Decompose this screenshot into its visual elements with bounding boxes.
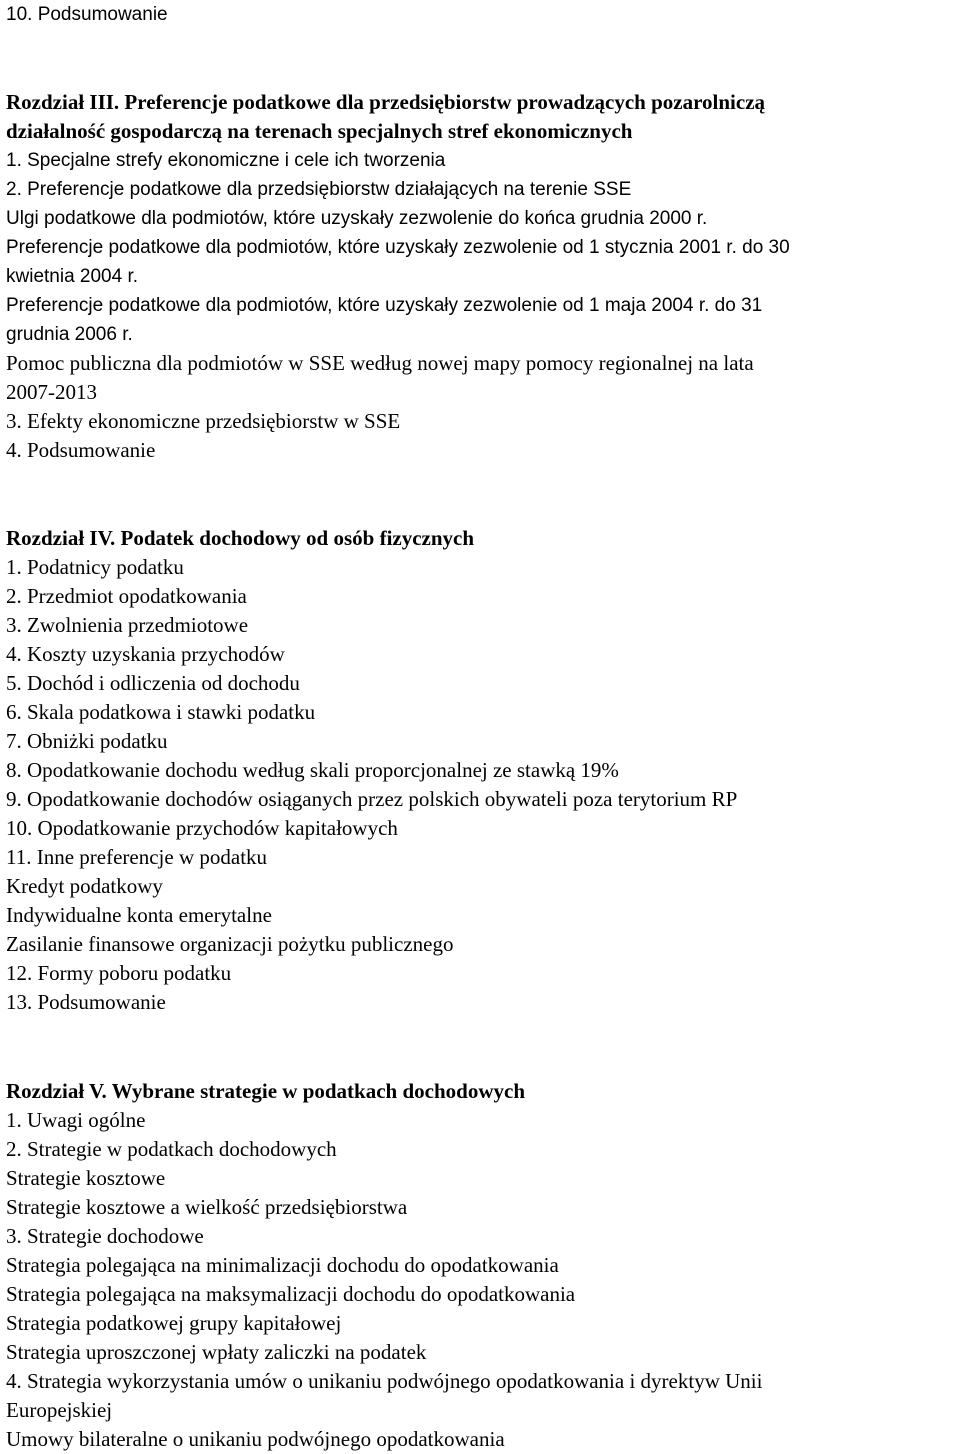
- toc-item: Pomoc publiczna dla podmiotów w SSE według nowej mapy pomocy regionalnej na lata: [6, 351, 754, 375]
- spacer: [6, 1017, 956, 1077]
- chapter-title: Rozdział IV. Podatek dochodowy od osób fizycznych: [6, 526, 475, 550]
- toc-item: 9. Opodatkowanie dochodów osiąganych przez polskich obywateli poza terytorium RP: [6, 787, 738, 811]
- spacer: [6, 465, 956, 524]
- toc-item: 1. Specjalne strefy ekonomiczne i cele ich tworzenia: [6, 150, 446, 171]
- toc-item: Europejskiej: [6, 1398, 113, 1422]
- toc-item: 6. Skala podatkowa i stawki podatku: [6, 700, 316, 724]
- toc-item: 10. Opodatkowanie przychodów kapitałowych: [6, 816, 398, 840]
- toc-item: 4. Strategia wykorzystania umów o unikaniu podwójnego opodatkowania i dyrektyw Unii: [6, 1369, 763, 1393]
- toc-item: Strategia podatkowej grupy kapitałowej: [6, 1311, 342, 1335]
- toc-item: Zasilanie finansowe organizacji pożytku publicznego: [6, 932, 454, 956]
- toc-item: Strategia polegająca na maksymalizacji dochodu do opodatkowania: [6, 1282, 576, 1306]
- spacer: [6, 29, 956, 88]
- toc-item: 1. Uwagi ogólne: [6, 1108, 146, 1132]
- toc-item: 5. Dochód i odliczenia od dochodu: [6, 671, 300, 695]
- toc-item: 4. Podsumowanie: [6, 438, 156, 462]
- chapter-title: Rozdział V. Wybrane strategie w podatkach dochodowych: [6, 1079, 526, 1103]
- toc-item: 4. Koszty uzyskania przychodów: [6, 642, 285, 666]
- toc-item: Strategie kosztowe: [6, 1166, 166, 1190]
- toc-item: Strategia polegająca na minimalizacji dochodu do opodatkowania: [6, 1253, 559, 1277]
- toc-item: Preferencje podatkowe dla podmiotów, które uzyskały zezwolenie od 1 stycznia 2001 r. do 30: [6, 237, 790, 258]
- toc-item: Kredyt podatkowy: [6, 874, 163, 898]
- chapter-4-section: [6, 524, 956, 1017]
- toc-item: Strategia uproszczonej wpłaty zaliczki na podatek: [6, 1340, 427, 1364]
- toc-item: grudnia 2006 r.: [6, 324, 133, 345]
- toc-item: 2. Preferencje podatkowe dla przedsiębiorstw działających na terenie SSE: [6, 179, 632, 200]
- toc-item: 1. Podatnicy podatku: [6, 555, 184, 579]
- chapter-title: działalność gospodarczą na terenach specjalnych stref ekonomicznych: [6, 119, 633, 143]
- toc-item: Indywidualne konta emerytalne: [6, 903, 272, 927]
- toc-item: 11. Inne preferencje w podatku: [6, 845, 268, 869]
- toc-item: Strategie kosztowe a wielkość przedsiębiorstwa: [6, 1195, 408, 1219]
- document-page: [6, 0, 956, 1454]
- toc-item: 8. Opodatkowanie dochodu według skali proporcjonalnej ze stawką 19%: [6, 758, 619, 782]
- toc-item: 10. Podsumowanie: [6, 4, 168, 25]
- toc-item: 3. Zwolnienia przedmiotowe: [6, 613, 249, 637]
- toc-item: 3. Efekty ekonomiczne przedsiębiorstw w SSE: [6, 409, 401, 433]
- toc-item: 2. Strategie w podatkach dochodowych: [6, 1137, 337, 1161]
- toc-item: 12. Formy poboru podatku: [6, 961, 232, 985]
- chapter-3-section: [6, 88, 956, 465]
- toc-item: Umowy bilateralne o unikaniu podwójnego opodatkowania: [6, 1427, 505, 1451]
- toc-item: 7. Obniżki podatku: [6, 729, 168, 753]
- toc-item: Ulgi podatkowe dla podmiotów, które uzyskały zezwolenie do końca grudnia 2000 r.: [6, 208, 708, 229]
- chapter-5-section: [6, 1077, 956, 1454]
- chapter-title: Rozdział III. Preferencje podatkowe dla przedsiębiorstw prowadzących pozarolniczą: [6, 90, 766, 114]
- toc-item: kwietnia 2004 r.: [6, 266, 139, 287]
- toc-item: 2. Przedmiot opodatkowania: [6, 584, 247, 608]
- toc-item: 13. Podsumowanie: [6, 990, 166, 1014]
- toc-item: Preferencje podatkowe dla podmiotów, które uzyskały zezwolenie od 1 maja 2004 r. do 31: [6, 295, 763, 316]
- toc-item: 3. Strategie dochodowe: [6, 1224, 204, 1248]
- toc-item: 2007-2013: [6, 380, 97, 404]
